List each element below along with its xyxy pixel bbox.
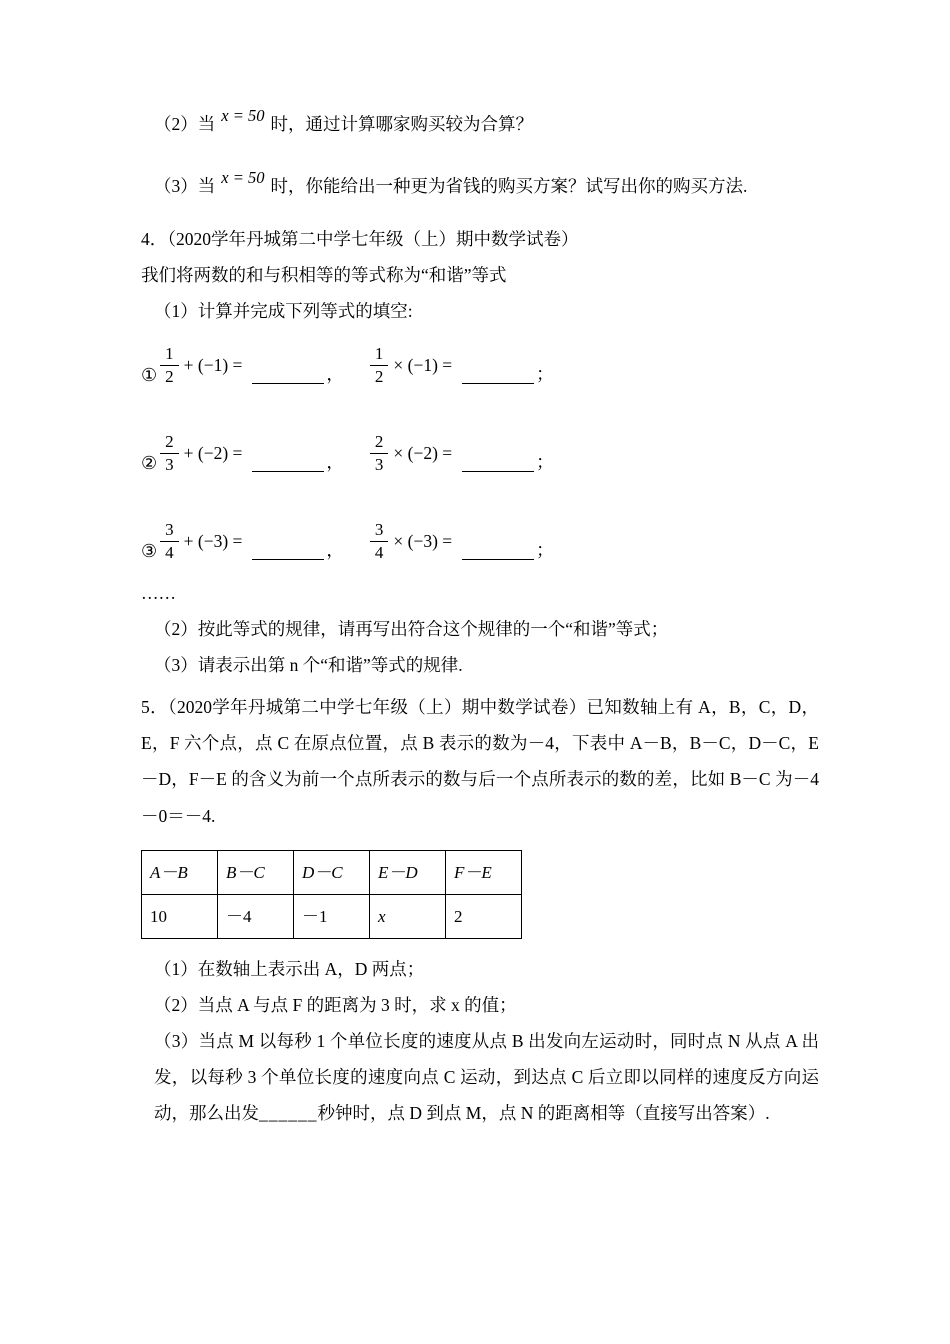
table-header-cell: D－C	[294, 850, 370, 894]
math-x-equals-50: x = 50	[221, 106, 265, 125]
page-content	[141, 106, 819, 1131]
math-x-equals-50: x = 50	[221, 168, 265, 188]
fraction-denominator: 4	[374, 542, 384, 562]
harmony-equation-row-3	[141, 517, 819, 565]
harmony-equation-row-1	[141, 341, 819, 389]
answer-blank-inline: ______	[259, 1102, 318, 1123]
fraction	[160, 432, 179, 475]
circled-number: ①	[141, 365, 158, 386]
fraction	[370, 432, 389, 475]
fraction	[370, 520, 389, 563]
fraction-numerator: 3	[370, 520, 389, 542]
fraction	[370, 344, 389, 387]
table-value-cell: 10	[142, 894, 218, 938]
fraction-denominator: 3	[374, 454, 384, 474]
fraction-denominator: 4	[165, 542, 174, 562]
times-expression: × (−2) =	[393, 443, 453, 464]
table-header-cell: A－B	[142, 850, 218, 894]
fraction-numerator: 2	[160, 432, 179, 454]
table-value-cell: x	[370, 894, 446, 938]
comma-separator: ，	[326, 363, 344, 384]
comma-separator: ，	[326, 539, 344, 560]
times-expression: × (−3) =	[393, 531, 453, 552]
fraction-denominator: 2	[374, 366, 384, 386]
end-punctuation: ；	[536, 363, 554, 384]
answer-blank	[462, 534, 534, 560]
q3-part3-text: 时，你能给出一种更为省钱的购买方案？试写出你的购买方法.	[270, 176, 748, 197]
q5-part3-text-post: 秒钟时，点 D 到点 M，点 N 的距离相等（直接写出答案）.	[317, 1102, 770, 1123]
q5-part3	[141, 1023, 819, 1131]
fraction-denominator: 3	[165, 454, 174, 474]
table-header-cell: B－C	[218, 850, 294, 894]
table-header-cell: E－D	[370, 850, 446, 894]
fraction-numerator: 1	[370, 344, 389, 366]
q4-part1: （1）计算并完成下列等式的填空:	[154, 301, 413, 322]
end-punctuation: ；	[536, 539, 554, 560]
points-difference-table	[141, 850, 522, 939]
q4-intro: 我们将两数的和与积相等的等式称为“和谐”等式	[141, 265, 507, 286]
ellipsis-line: ……	[141, 583, 176, 604]
fraction-numerator: 3	[160, 520, 179, 542]
q3-part2-prefix: （2）当	[154, 114, 216, 134]
fraction-denominator: 2	[165, 366, 174, 386]
q3-part3-prefix: （3）当	[154, 176, 216, 197]
table-value-cell: －1	[294, 894, 370, 938]
answer-blank	[252, 534, 324, 560]
table-header-cell: F－E	[446, 850, 522, 894]
q3-part2-line	[141, 106, 819, 142]
q5-part3-text-pre: （3）当点 M 以每秒 1 个单位长度的速度从点 B 出发向左运动时，同时点 N 从点 A 出发，以每秒 3 个单位长度的速度向点 C 运动，到达点 C 后立即以同样的速度反方向运动，那么出发	[154, 1030, 819, 1123]
table-value-row	[142, 894, 522, 938]
plus-expression: + (−2) =	[183, 443, 243, 464]
answer-blank	[462, 358, 534, 384]
circled-number: ③	[141, 541, 158, 562]
q4-part2: （2）按此等式的规律，请再写出符合这个规律的一个“和谐”等式；	[154, 619, 669, 640]
q5-part2: （2）当点 A 与点 F 的距离为 3 时，求 x 的值；	[154, 994, 517, 1015]
answer-blank	[462, 446, 534, 472]
q5-part1: （1）在数轴上表示出 A，D 两点；	[154, 958, 425, 979]
table-header-row	[142, 850, 522, 894]
q5-intro: 5．（2020学年丹城第二中学七年级（上）期中数学试卷）已知数轴上有 A，B，C，D，E，F 六个点，点 C 在原点位置，点 B 表示的数为－4，下表中 A－B，B－C，D－C，E－D，F－E 的含义为前一个点所表示的数与后一个点所表示的数的差，比如 B－C 为－4－0＝－4.	[141, 697, 819, 826]
comma-separator: ，	[326, 451, 344, 472]
circled-number: ②	[141, 453, 158, 474]
fraction	[160, 520, 179, 563]
table-value-cell: －4	[218, 894, 294, 938]
fraction-numerator: 2	[370, 432, 389, 454]
q3-part3-line	[141, 168, 819, 204]
times-expression: × (−1) =	[393, 355, 453, 376]
fraction	[160, 344, 179, 387]
q4-part3: （3）请表示出第 n 个“和谐”等式的规律.	[154, 655, 463, 676]
answer-blank	[252, 446, 324, 472]
plus-expression: + (−3) =	[183, 531, 243, 552]
end-punctuation: ；	[536, 451, 554, 472]
harmony-equation-row-2	[141, 429, 819, 477]
table-value-cell: 2	[446, 894, 522, 938]
plus-expression: + (−1) =	[183, 355, 243, 376]
answer-blank	[252, 358, 324, 384]
q3-part2-text: 时，通过计算哪家购买较为合算？	[270, 114, 533, 134]
fraction-numerator: 1	[160, 344, 179, 366]
q4-header: 4．（2020学年丹城第二中学七年级（上）期中数学试卷）	[141, 229, 579, 250]
